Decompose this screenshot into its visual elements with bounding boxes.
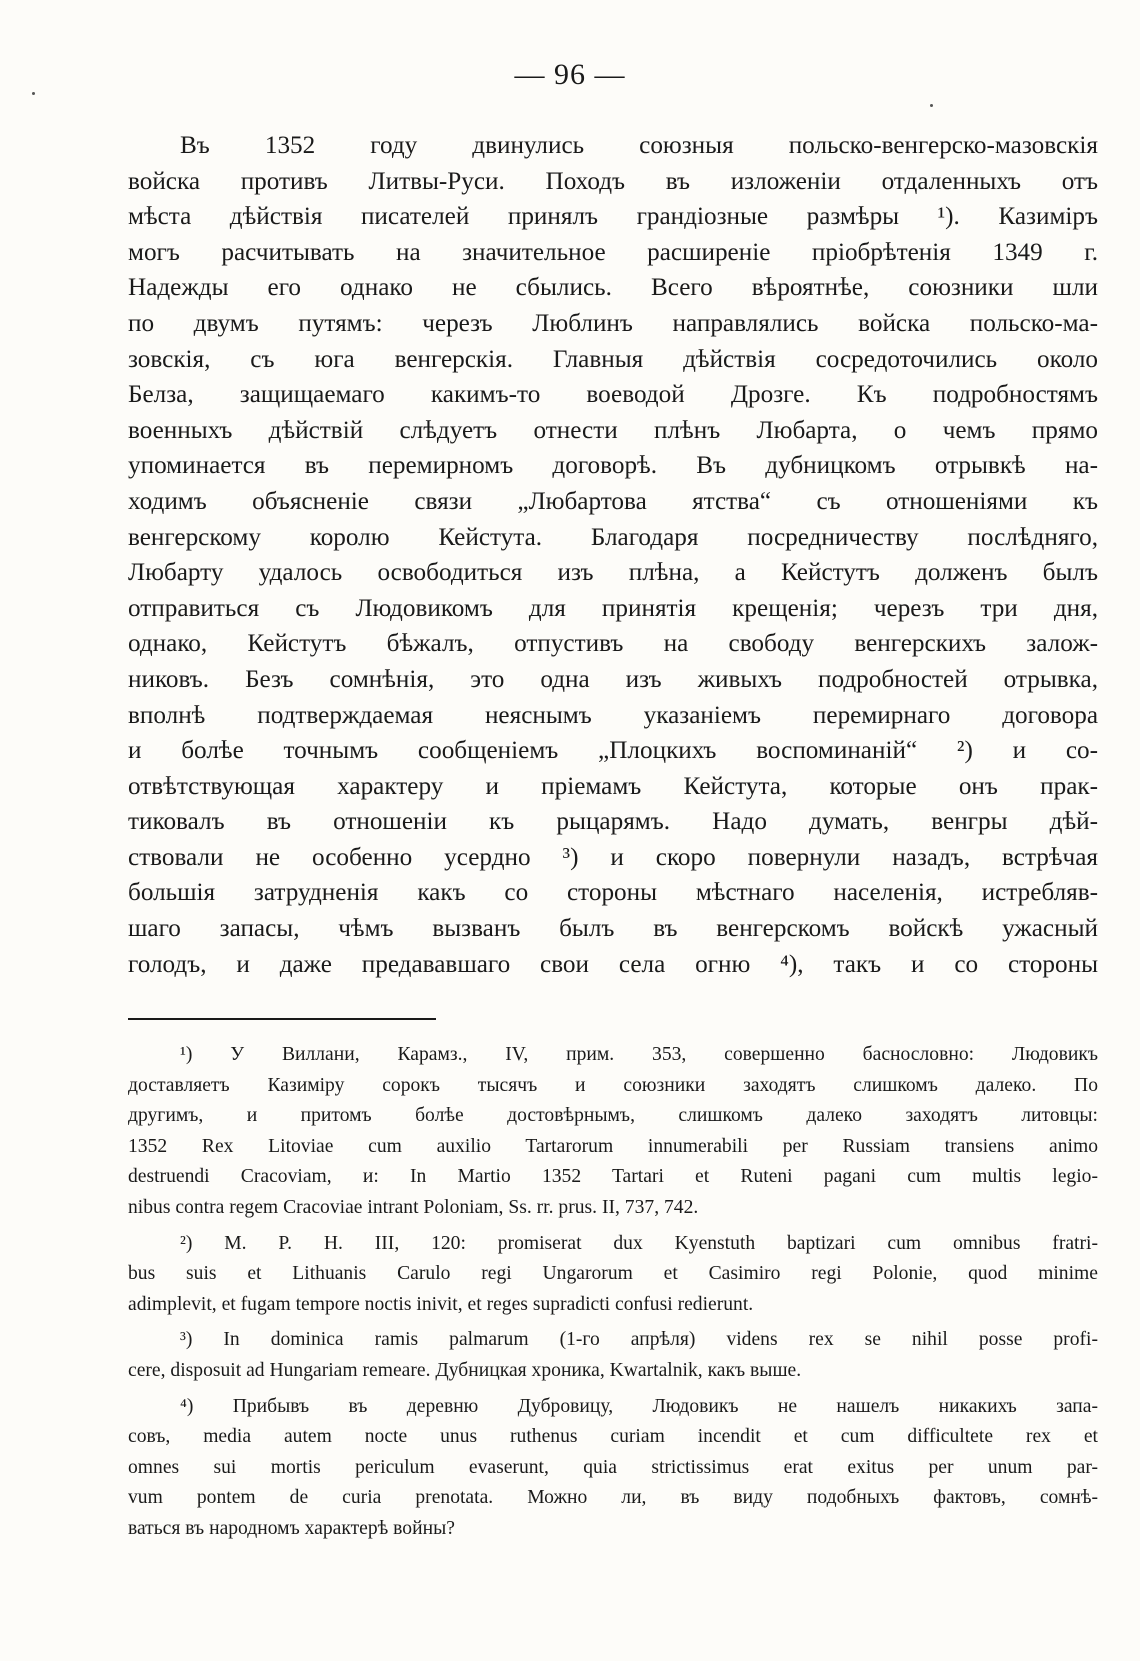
text-line: военныхъ дѣйствій слѣдуетъ отнести плѣнъ Любарта, о чемъ прямо (128, 416, 1098, 444)
text-line: однако, Кейстутъ бѣжалъ, отпустивъ на свободу венгерскихъ залож- (128, 630, 1098, 658)
footnote-line: совъ, media autem nocte unus ruthenus curiam incendit et cum difficultete rex et (128, 1426, 1098, 1448)
footnote-1 (128, 1040, 1098, 1224)
footnote-line: vum pontem de curia prenotata. Можно ли, въ виду подобныхъ фактовъ, сомнѣ- (128, 1487, 1098, 1509)
page-number: — 96 — (514, 58, 626, 91)
text-line: мѣста дѣйствія писателей принялъ грандіозные размѣры ¹). Казиміръ (128, 203, 1098, 231)
footnote-line: destruendi Cracoviam, и: In Martio 1352 Tartari et Ruteni pagani cum multis legio- (128, 1166, 1098, 1188)
footnote-2 (128, 1229, 1098, 1321)
footnote-line: nibus contra regem Cracoviae intrant Poloniam, Ss. rr. prus. II, 737, 742. (128, 1196, 699, 1218)
footnote-line: bus suis et Lithuanis Carulo regi Ungarorum et Casimiro regi Polonie, quod minime (128, 1263, 1098, 1285)
text-line: шаго запасы, чѣмъ вызванъ былъ въ венгерскомъ войскѣ ужасный (128, 915, 1098, 943)
text-line: могъ расчитывать на значительное расширеніе пріобрѣтенія 1349 г. (128, 238, 1098, 266)
text-line: венгерскому королю Кейстута. Благодаря посредничеству послѣдняго, (128, 523, 1098, 551)
text-line: упоминается въ перемирномъ договорѣ. Въ дубницкомъ отрывкѣ на- (128, 452, 1098, 480)
text-line: Любарту удалось освободиться изъ плѣна, а Кейстутъ долженъ былъ (128, 559, 1098, 587)
footnote-line: cere, disposuit ad Hungariam remeare. Дубницкая хроника, Kwartalnik, какъ выше. (128, 1359, 802, 1381)
text-line: Въ 1352 году двинулись союзныя польско-венгерско-мазовскія (180, 132, 1098, 159)
footnote-separator (128, 1018, 436, 1020)
text-line: голодъ, и даже предававшаго свои села огню ⁴), такъ и со стороны (128, 950, 1098, 978)
stray-mark (32, 92, 35, 95)
body-paragraph (128, 128, 1098, 982)
text-line: по двумъ путямъ: черезъ Люблинъ направлялись войска польско-ма- (128, 309, 1098, 337)
footnote-line: другимъ, и притомъ болѣе достовѣрнымъ, слишкомъ далеко заходятъ литовцы: (128, 1105, 1098, 1127)
text-line: Белза, защищаемаго какимъ-то воеводой Дрозге. Къ подробностямъ (128, 381, 1098, 409)
text-line: зовскія, съ юга венгерскія. Главныя дѣйствія сосредоточились около (128, 345, 1098, 373)
footnote-line: ⁴) Прибывъ въ деревню Дубровицу, Людовикъ не нашелъ никакихъ запа- (180, 1395, 1098, 1417)
text-line: Надежды его однако не сбылись. Всего вѣроятнѣе, союзники шли (128, 274, 1098, 302)
text-line: ходимъ объясненіе связи „Любартова ятства“ съ отношеніями къ (128, 487, 1098, 515)
footnote-line: ³) In dominica ramis palmarum (1-го апрѣля) videns rex se nihil posse profi- (180, 1329, 1098, 1351)
footnote-line: omnes sui mortis periculum evaserunt, quia strictissimus erat exitus per unum par- (128, 1456, 1098, 1478)
footnote-line: 1352 Rex Litoviae cum auxilio Tartarorum innumerabili per Russiam transiens animo (128, 1135, 1098, 1157)
text-line: ствовали не особенно усердно ³) и скоро повернули назадъ, встрѣчая (128, 843, 1098, 871)
text-line: отвѣтствующая характеру и пріемамъ Кейстута, которые онъ прак- (128, 772, 1098, 800)
footnote-line: ¹) У Виллани, Карамз., IV, прим. 353, совершенно баснословно: Людовикъ (180, 1044, 1098, 1065)
stray-mark (930, 104, 933, 107)
footnote-3 (128, 1325, 1098, 1386)
text-line: никовъ. Безъ сомнѣнія, это одна изъ живыхъ подробностей отрывка, (128, 665, 1098, 693)
text-line: и болѣе точнымъ сообщеніемъ „Плоцкихъ воспоминаній“ ²) и со- (128, 737, 1098, 765)
text-line: большія затрудненія какъ со стороны мѣстнаго населенія, истребляв- (128, 879, 1098, 907)
text-line: вполнѣ подтверждаемая неяснымъ указаніемъ перемирнаго договора (128, 701, 1098, 729)
footnote-line: ²) M. P. H. III, 120: promiserat dux Kyenstuth baptizari cum omnibus fratri- (180, 1232, 1098, 1254)
footnote-4 (128, 1392, 1098, 1545)
text-line: войска противъ Литвы-Руси. Походъ въ изложеніи отдаленныхъ отъ (128, 167, 1098, 195)
footnote-line: adimplevit, et fugam tempore noctis inivit, et reges supradicti confusi redierunt. (128, 1293, 754, 1315)
text-line: отправиться съ Людовикомъ для принятія крещенія; черезъ три дня, (128, 594, 1098, 622)
footnote-line: ваться въ народномъ характерѣ войны? (128, 1517, 455, 1539)
footnote-line: доставляетъ Казиміру сорокъ тысячъ и союзники заходятъ слишкомъ далеко. По (128, 1074, 1098, 1096)
footnotes (128, 1040, 1098, 1550)
text-line: тиковалъ въ отношеніи къ рыцарямъ. Надо думать, венгры дѣй- (128, 808, 1098, 836)
